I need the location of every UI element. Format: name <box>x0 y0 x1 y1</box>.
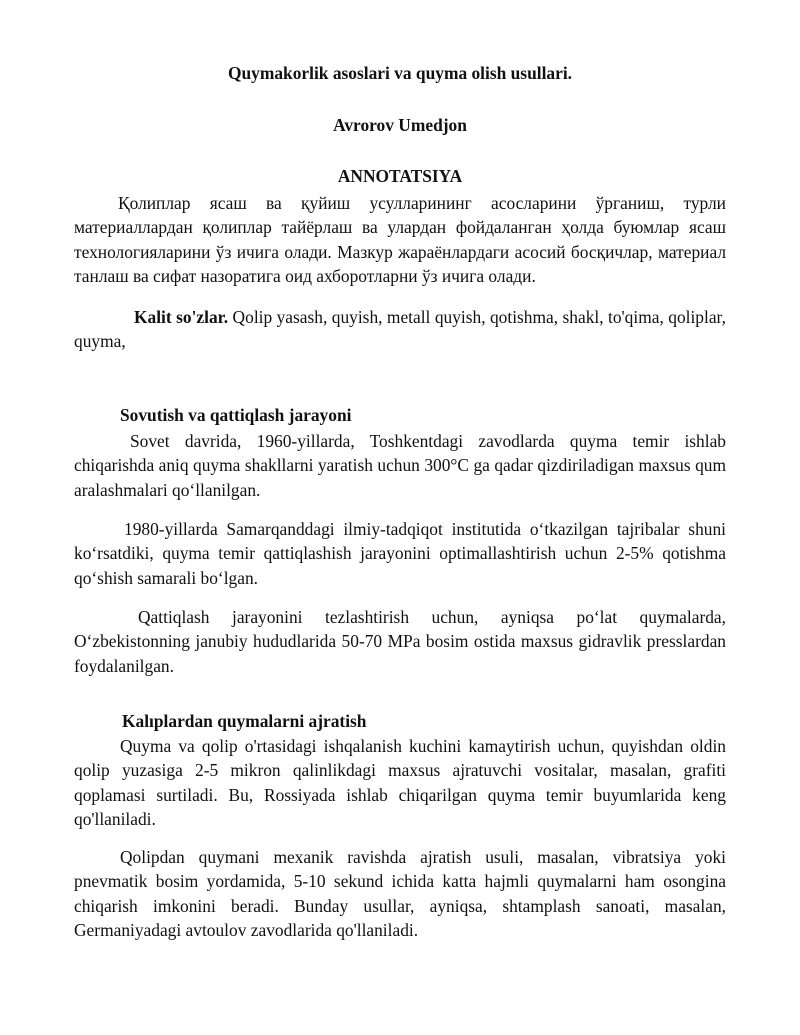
section2-paragraph-2: Qolipdan quymani mexanik ravishda ajratish usuli, masalan, vibratsiya yoki pnevmatik bosim yordamida, 5-10 sekund ichida katta hajmli quymalarni ham osongina chiqarish imkonini beradi. Bunday usullar, ayniqsa, shtamplash sanoati, masalan, Germaniyadagi avtoulov zavodlarida qo'llaniladi. <box>74 847 726 941</box>
document-title: Quymakorlik asoslari va quyma olish usullari. <box>227 63 573 83</box>
section1-paragraph-3: Qattiqlash jarayonini tezlashtirish uchun, ayniqsa po‘lat quymalarda, O‘zbekistonning janubiy hududlarida 50-70 MPa bosim ostida maxsus gidravlik presslardan foydalanilgan. <box>74 607 726 676</box>
section1-paragraph-1: Sovet davrida, 1960-yillarda, Toshkentdagi zavodlarda quyma temir ishlab chiqarishda aniq quyma shakllarni yaratish uchun 300°C ga qadar qizdiriladigan maxsus qum aralashmalari qo‘llanilgan. <box>74 431 726 500</box>
annotation-text: Қолиплар ясаш ва қуйиш усулларининг асосларини ўрганиш, турли материаллардан қолиплар тайёрлаш ва улардан фойдаланган ҳолда буюмлар ясаш технологияларини ўз ичига олади. Мазкур жараёнлардаги асосий босқичлар, материал танлаш ва сифат назоратига оид ахборотларни ўз ичига олади. <box>74 193 726 287</box>
section-heading-cooling: Sovutish va qattiqlash jarayoni <box>120 405 352 425</box>
annotation-heading: ANNOTATSIYA <box>337 166 463 186</box>
document-page <box>74 0 726 1035</box>
keywords-paragraph <box>74 305 726 354</box>
section-heading-separation: Kalıplardan quymalarni ajratish <box>122 711 367 731</box>
keywords-text: Qolip yasash, quyish, metall quyish, qotishma, shakl, to'qima, qoliplar, quyma, <box>74 307 726 352</box>
author-name: Avrorov Umedjon <box>333 115 467 135</box>
section1-paragraph-2: 1980-yillarda Samarqanddagi ilmiy-tadqiqot institutida o‘tkazilgan tajribalar shuni ko‘rsatdiki, quyma temir qattiqlashish jarayonini optimallashtirish uchun 2-5% qotishma qo‘shish samarali bo‘lgan. <box>74 519 726 588</box>
section2-paragraph-1: Quyma va qolip o'rtasidagi ishqalanish kuchini kamaytirish uchun, quyishdan oldin qolip yuzasiga 2-5 mikron qalinlikdagi maxsus ajratuvchi vositalar, masalan, grafiti qoplamasi surtiladi. Bu, Rossiyada ishlab chiqarilgan quyma temir buyumlarida keng qo'llaniladi. <box>74 736 726 830</box>
keywords-label: Kalit so'zlar. <box>134 307 229 327</box>
